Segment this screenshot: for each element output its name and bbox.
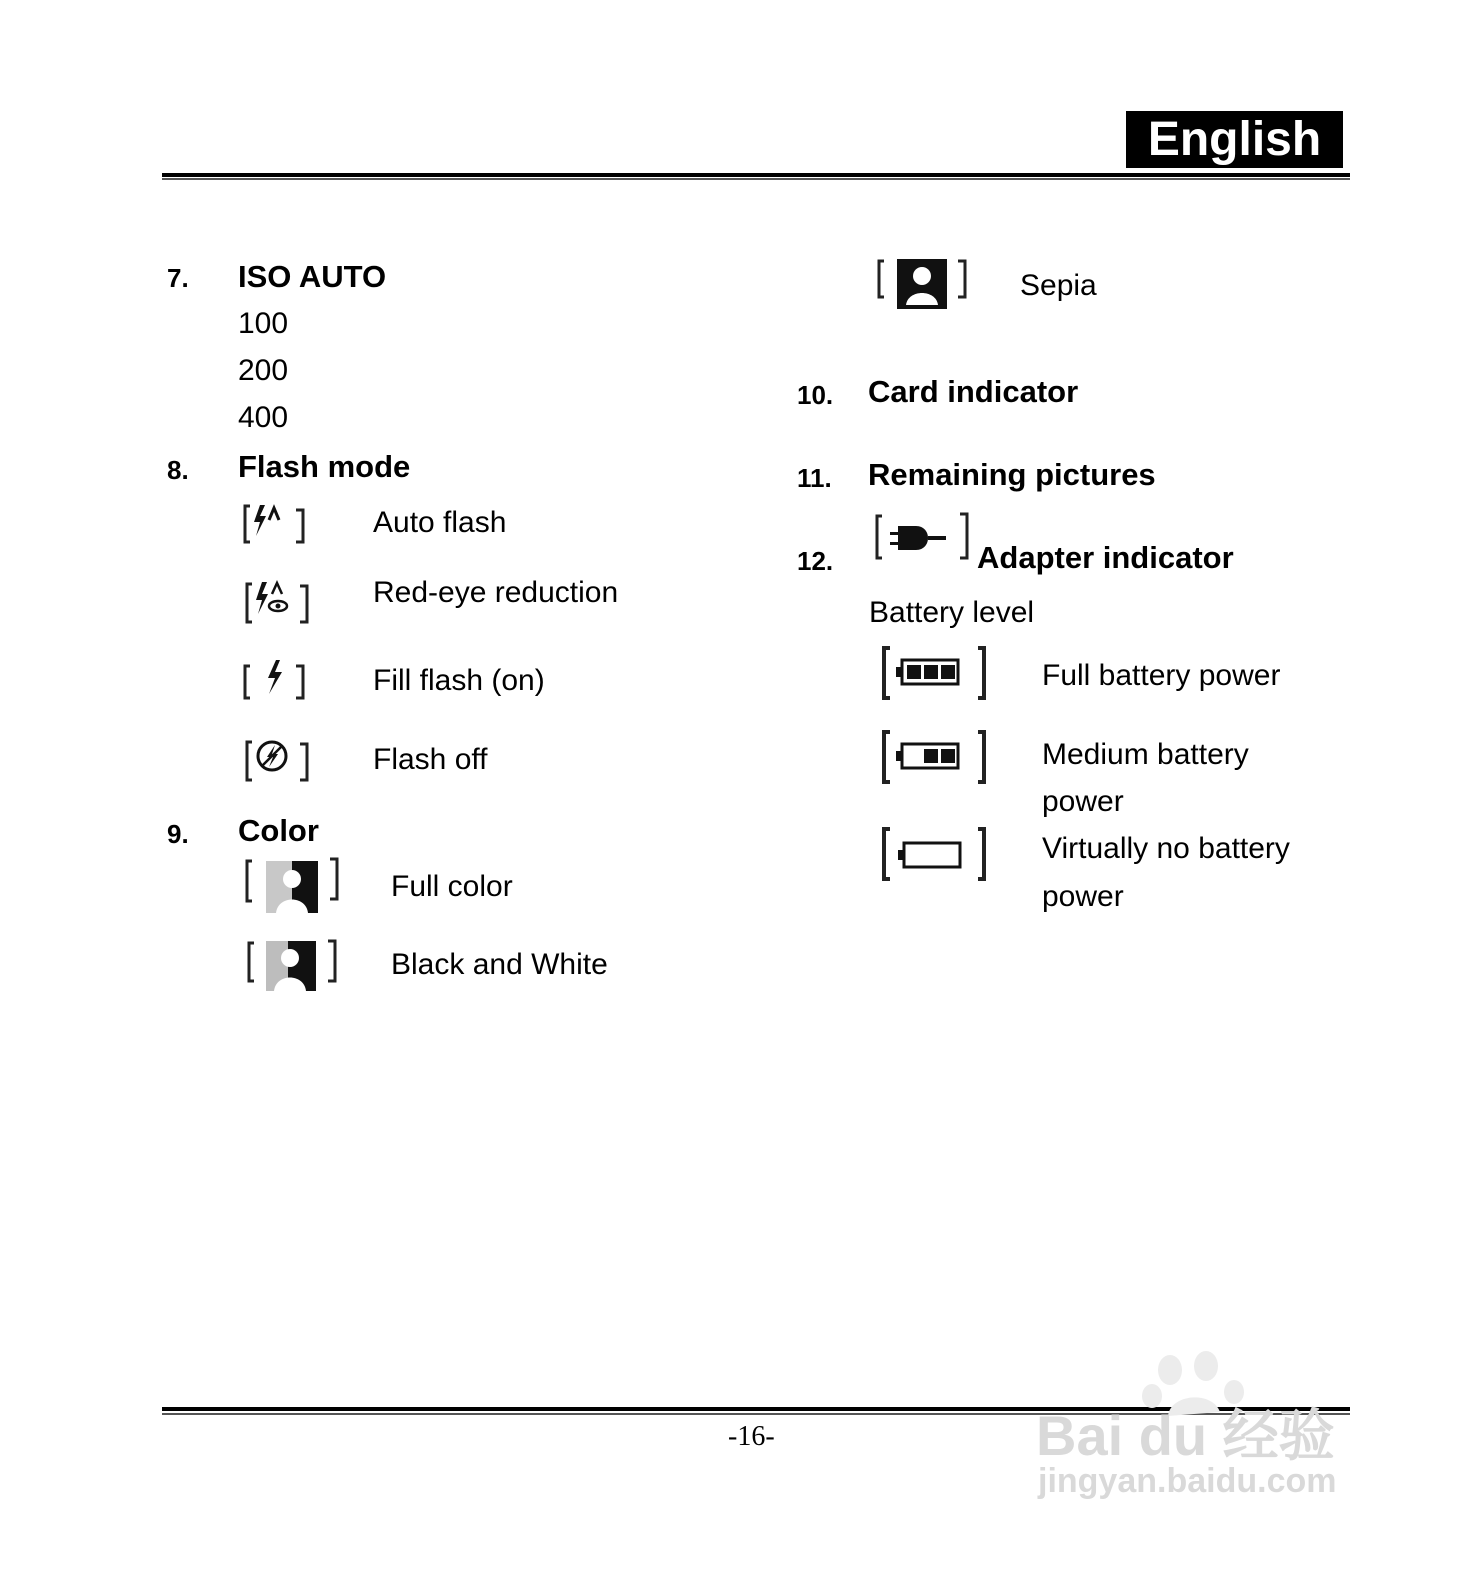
- section-11-title: Remaining pictures: [868, 457, 1156, 492]
- section-10-title: Card indicator: [868, 374, 1079, 409]
- section-7-number: 7.: [167, 263, 189, 293]
- battery-empty-label-line1: Virtually no battery: [1042, 832, 1290, 865]
- adapter-plug-icon: [870, 510, 974, 566]
- battery-medium-label-line2: power: [1042, 785, 1124, 818]
- iso-value-200: 200: [238, 354, 289, 387]
- language-badge: English: [1126, 111, 1343, 168]
- iso-value-100: 100: [238, 307, 289, 340]
- red-eye-reduction-icon: [242, 576, 314, 626]
- flash-off-icon: [242, 734, 314, 786]
- flash-mode-label-fill: Fill flash (on): [373, 664, 545, 697]
- color-label-sepia: Sepia: [1020, 269, 1097, 302]
- battery-full-icon: [876, 644, 992, 702]
- page-number: -16-: [728, 1421, 775, 1452]
- flash-mode-label-off: Flash off: [373, 743, 488, 776]
- battery-medium-icon: [876, 728, 992, 786]
- fill-flash-icon: [240, 654, 310, 704]
- sepia-icon: [872, 255, 972, 315]
- section-12-title: Adapter indicator: [977, 540, 1234, 575]
- section-10-number: 10.: [797, 380, 834, 410]
- flash-mode-label-red-eye: Red-eye reduction: [373, 576, 619, 609]
- header-rule-thin: [162, 178, 1350, 180]
- header-rule: [162, 173, 1350, 177]
- flash-mode-label-auto: Auto flash: [373, 506, 507, 539]
- watermark-brand: Bai du 经验: [1036, 1404, 1335, 1467]
- section-9-number: 9.: [167, 819, 189, 849]
- full-color-icon: [240, 855, 344, 915]
- section-11-number: 11.: [797, 463, 832, 493]
- section-8-number: 8.: [167, 455, 189, 485]
- color-label-bw: Black and White: [391, 948, 608, 981]
- black-and-white-icon: [240, 935, 344, 993]
- battery-empty-icon: [876, 825, 992, 883]
- auto-flash-icon: [240, 500, 310, 548]
- color-label-full: Full color: [391, 870, 513, 903]
- section-8-title: Flash mode: [238, 449, 411, 484]
- battery-full-label: Full battery power: [1042, 659, 1281, 692]
- section-12-number: 12.: [797, 546, 834, 576]
- section-9-title: Color: [238, 813, 319, 848]
- battery-level-title: Battery level: [869, 596, 1035, 629]
- watermark-url: jingyan.baidu.com: [1038, 1462, 1337, 1500]
- battery-medium-label-line1: Medium battery: [1042, 738, 1249, 771]
- battery-empty-label-line2: power: [1042, 880, 1124, 913]
- iso-value-400: 400: [238, 401, 289, 434]
- section-7-title: ISO AUTO: [238, 259, 387, 294]
